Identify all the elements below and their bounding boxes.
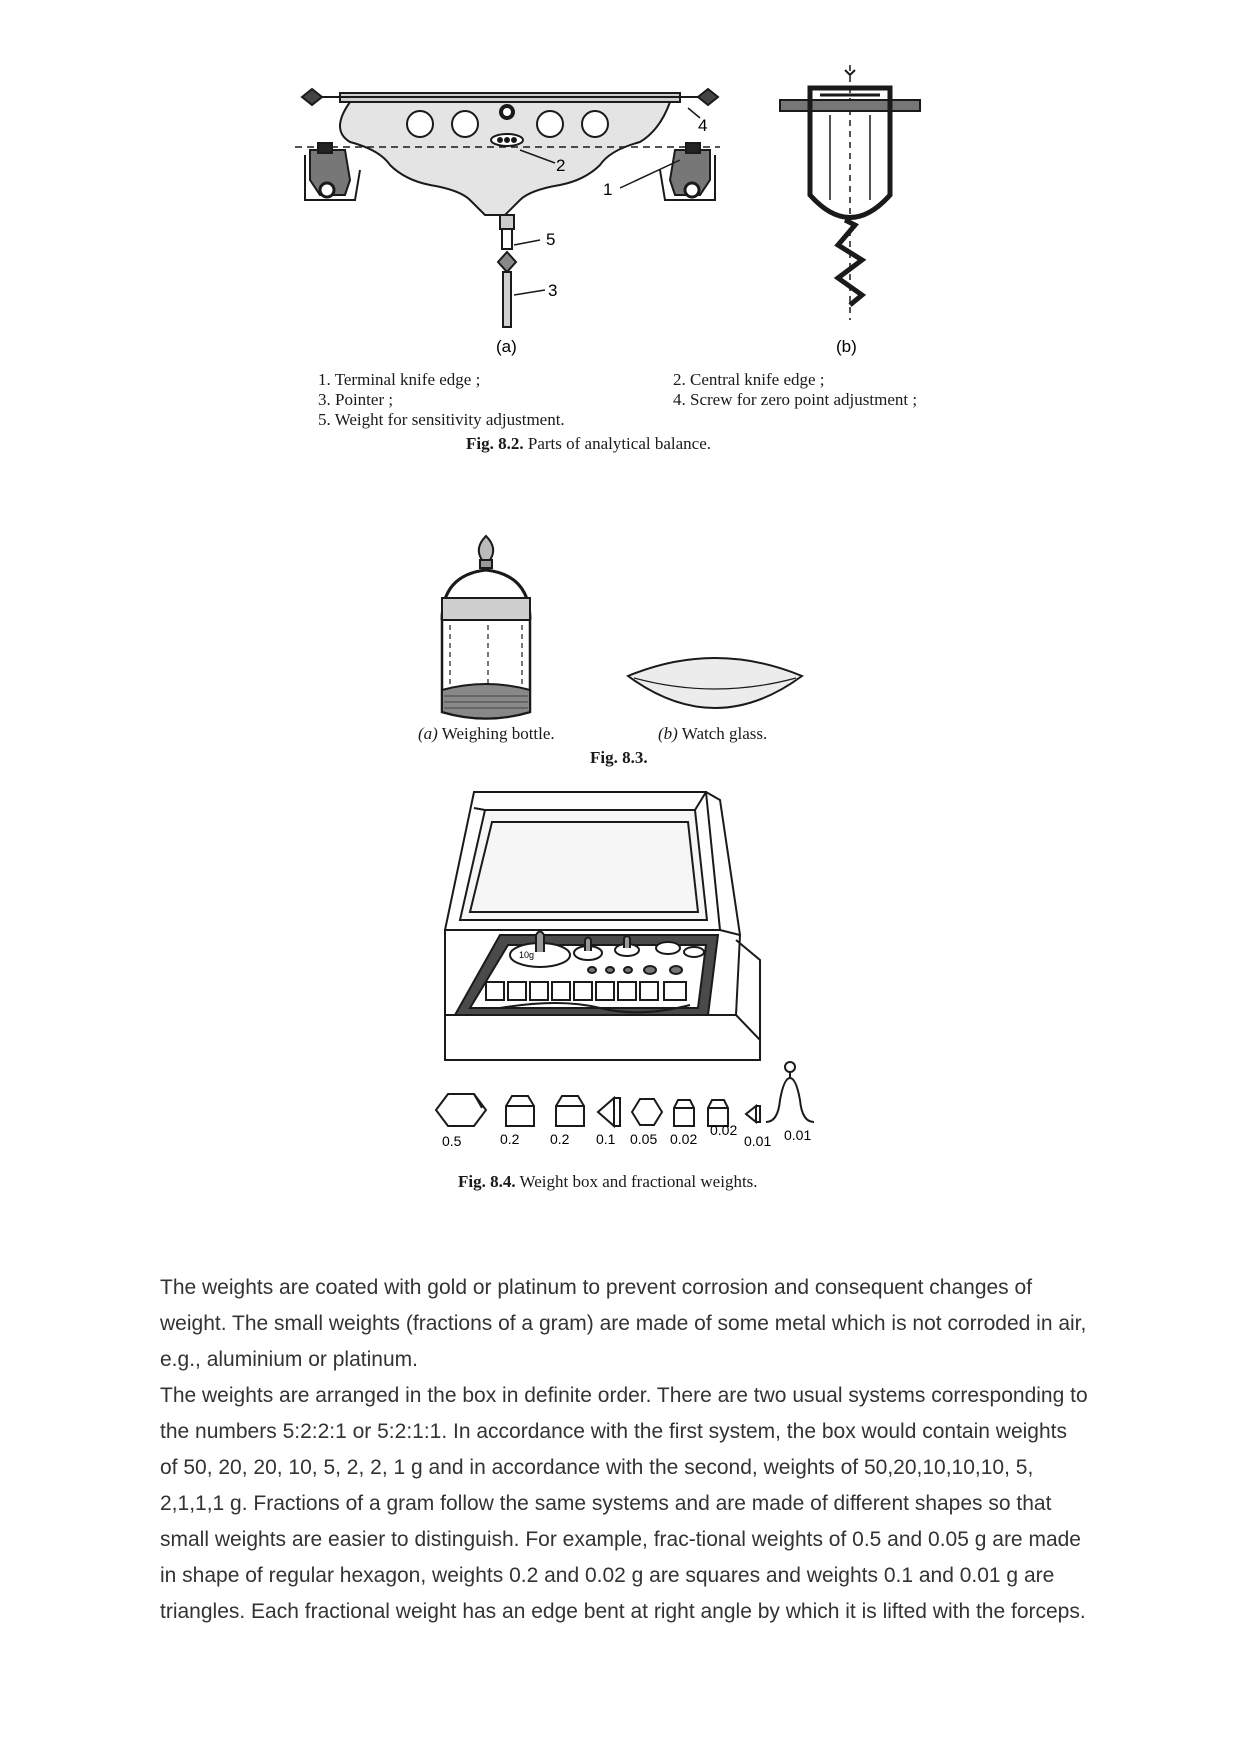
weight-label: 0.5 bbox=[442, 1133, 462, 1149]
weight-label: 0.1 bbox=[596, 1131, 616, 1147]
bottle-base bbox=[442, 684, 530, 719]
fig82-caption-text: Parts of analytical balance. bbox=[523, 434, 711, 453]
fig83-label-a-prefix: (a) bbox=[418, 724, 438, 743]
weight-label: 0.01 bbox=[744, 1133, 772, 1149]
legend-item-4: 4. Screw for zero point adjustment ; bbox=[673, 390, 918, 409]
legend-item-2: 2. Central knife edge ; bbox=[673, 370, 825, 389]
fig82-caption bbox=[466, 434, 711, 454]
fig83-caption: Fig. 8.3. bbox=[590, 748, 648, 767]
fig83-label-b bbox=[658, 724, 767, 744]
weight-0.05-hexagon bbox=[632, 1099, 662, 1125]
pointer bbox=[503, 272, 511, 327]
callout-3: 3 bbox=[548, 281, 558, 300]
weight-0.01-wire bbox=[766, 1078, 814, 1122]
weight-label: 0.02 bbox=[670, 1131, 698, 1147]
legend-item-3: 3. Pointer ; bbox=[318, 390, 394, 409]
box-weight-mark: 10g bbox=[519, 950, 535, 960]
weight-0.02-square-a bbox=[674, 1100, 694, 1126]
weight-0.5-hexagon bbox=[436, 1094, 486, 1126]
legend-item-1: 1. Terminal knife edge ; bbox=[318, 370, 481, 389]
fig83-label-b-prefix: (b) bbox=[658, 724, 678, 743]
body-text bbox=[160, 1270, 1090, 1630]
legend-item-5: 5. Weight for sensitivity adjustment. bbox=[318, 410, 565, 429]
fig84-caption bbox=[458, 1172, 758, 1192]
weight-0.1-triangle bbox=[598, 1098, 620, 1126]
paragraph-1: The weights are coated with gold or platinum to prevent corrosion and consequent changes of weight. The small weights (fractions of a gram) are made of some metal which is not corroded in air, e.g., aluminium or platinum. bbox=[160, 1276, 1087, 1371]
stirrup-hook bbox=[838, 220, 862, 305]
weight-label: 0.05 bbox=[630, 1131, 658, 1147]
paragraph-2: The weights are arranged in the box in definite order. There are two usual systems corresponding to the numbers 5:2:2:1 or 5:2:1:1. In accordance with the first system, the box would contain weights of 50, 20, 20, 10, 5, 2, 2, 1 g and in accordance with the second, weights of 50,20,10,10,10, 5, 2,1,1,1 g. Fractions of a gram follow the same systems and are made of different shapes so that small weights are easier to distinguish. For example, frac-tional weights of 0.5 and 0.05 g are made in shape of regular hexagon, weights 0.2 and 0.02 g are squares and weights 0.1 and 0.01 g are triangles. Each fractional weight has an edge bent at right angle by which it is lifted with the forceps. bbox=[160, 1384, 1088, 1623]
weighing-bottle-figure bbox=[0, 520, 1244, 780]
callout-5: 5 bbox=[546, 230, 556, 249]
weight-0.2-square-a bbox=[506, 1096, 534, 1126]
fig84-caption-text: Weight box and fractional weights. bbox=[515, 1172, 758, 1191]
weight-label: 0.2 bbox=[550, 1131, 570, 1147]
weight-0.01-triangle bbox=[746, 1106, 760, 1122]
fig82-caption-number: Fig. 8.2. bbox=[466, 434, 524, 453]
fig84-caption-number: Fig. 8.4. bbox=[458, 1172, 516, 1191]
sublabel-a: (a) bbox=[496, 337, 517, 356]
sensitivity-weight bbox=[498, 252, 516, 272]
weight-label: 0.02 bbox=[710, 1122, 738, 1138]
fig83-label-a bbox=[418, 724, 555, 744]
stirrup-bearing-plate bbox=[780, 100, 920, 111]
callout-1: 1 bbox=[603, 180, 613, 199]
callout-2: 2 bbox=[556, 156, 566, 175]
callout-4: 4 bbox=[698, 116, 708, 135]
fig83-label-a-text: Weighing bottle. bbox=[437, 724, 555, 743]
weight-box-figure bbox=[0, 780, 1244, 1210]
weight-0.2-square-b bbox=[556, 1096, 584, 1126]
weight-label: 0.01 bbox=[784, 1127, 812, 1143]
weight-label: 0.2 bbox=[500, 1131, 520, 1147]
analytical-balance-figure bbox=[0, 0, 1244, 470]
fig83-label-b-text: Watch glass. bbox=[677, 724, 768, 743]
sublabel-b: (b) bbox=[836, 337, 857, 356]
